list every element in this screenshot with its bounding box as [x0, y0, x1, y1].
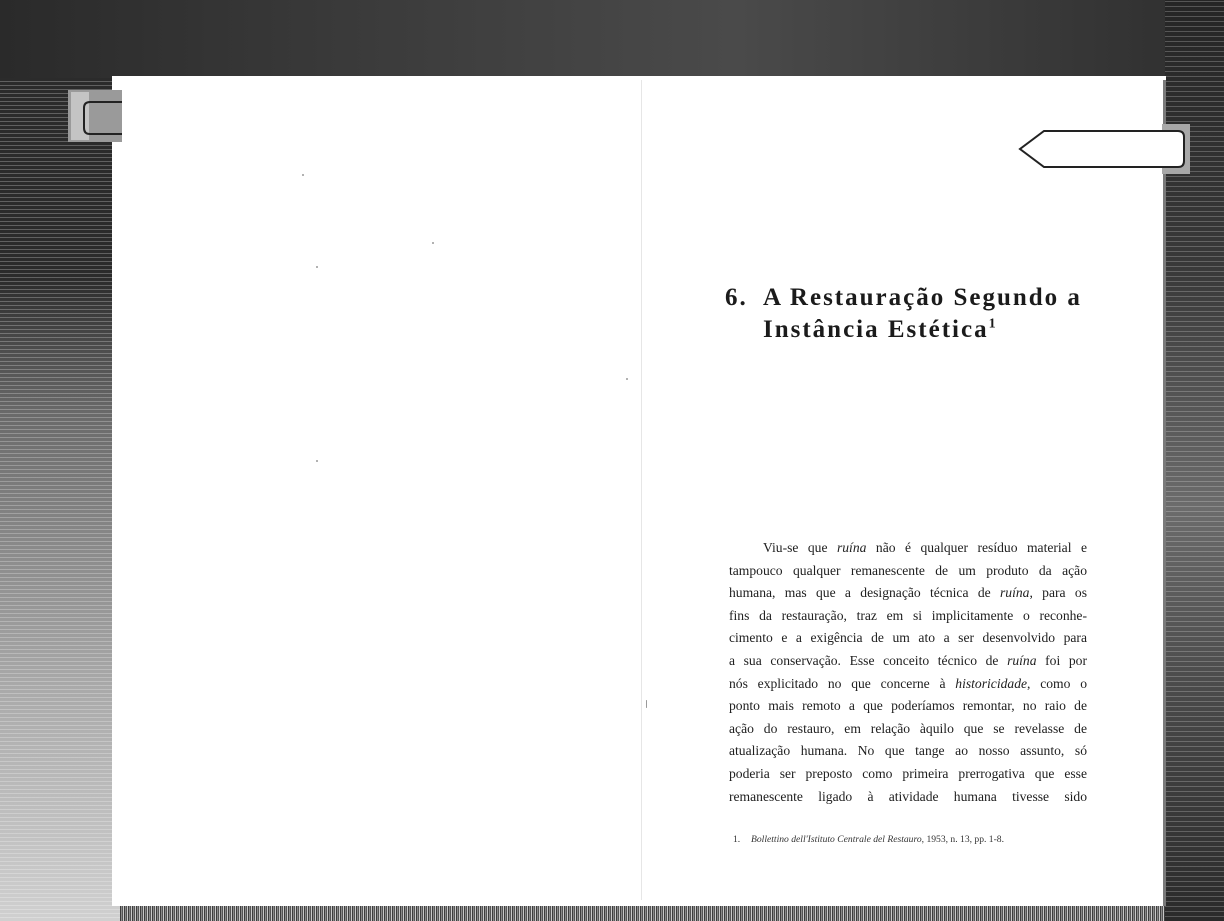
text-line: fins da restauração, traz em si implicitamente o reconhe-: [729, 607, 1087, 623]
text-line: a sua conservação. Esse conceito técnico de ruína foi por: [729, 652, 1087, 668]
footnote: [733, 834, 1113, 845]
bookmark-tab-icon: [68, 88, 122, 144]
footnote-reference: 1: [988, 316, 996, 332]
text-line: atualização humana. No que tange ao nosso assunto, só: [729, 743, 1087, 759]
page-edge-right: [1163, 80, 1166, 906]
scan-speck: [316, 266, 318, 268]
scan-speck: [626, 378, 628, 380]
text-line: ação do restauro, em relação àquilo que se revelasse de: [729, 720, 1087, 736]
text-line: nós explicitado no que concerne à historicidade, como o: [729, 675, 1087, 691]
pointer-tab-icon: [1014, 124, 1194, 174]
text-line: ponto mais remoto a que poderíamos remontar, no raio de: [729, 698, 1087, 714]
scan-speck: [302, 174, 304, 176]
footnote-number: 1.: [733, 834, 741, 845]
scan-speck: [432, 242, 434, 244]
scanner-edge-top: [0, 0, 1224, 78]
body-paragraph: [729, 537, 1087, 808]
text-line: remanescente ligado à atividade humana tivesse sido: [729, 788, 1087, 804]
chapter-number: 6.: [725, 284, 748, 311]
footnote-source: Bollettino dell'Istituto Centrale del Restauro: [751, 834, 922, 845]
chapter-title-line-1: A Restauração Segundo a: [763, 284, 1082, 311]
text-line: humana, mas que a designação técnica de ruína, para os: [729, 585, 1087, 601]
text-line: poderia ser preposto como primeira prerrogativa que esse: [729, 765, 1087, 781]
footnote-details: , 1953, n. 13, pp. 1-8.: [921, 834, 1004, 845]
text-line: cimento e a exigência de um ato a ser desenvolvido para: [729, 630, 1087, 646]
chapter-title: [725, 282, 1145, 346]
text-line: tampouco qualquer remanescente de um produto da ação: [729, 562, 1087, 578]
chapter-title-text: Instância Estética: [763, 316, 989, 343]
scan-speck: [646, 700, 647, 708]
chapter-title-line-2: [725, 314, 1145, 346]
text-line: Viu-se que ruína não é qualquer resíduo material e: [763, 540, 1087, 555]
book-spine: [641, 80, 642, 900]
scan-speck: [316, 460, 318, 462]
